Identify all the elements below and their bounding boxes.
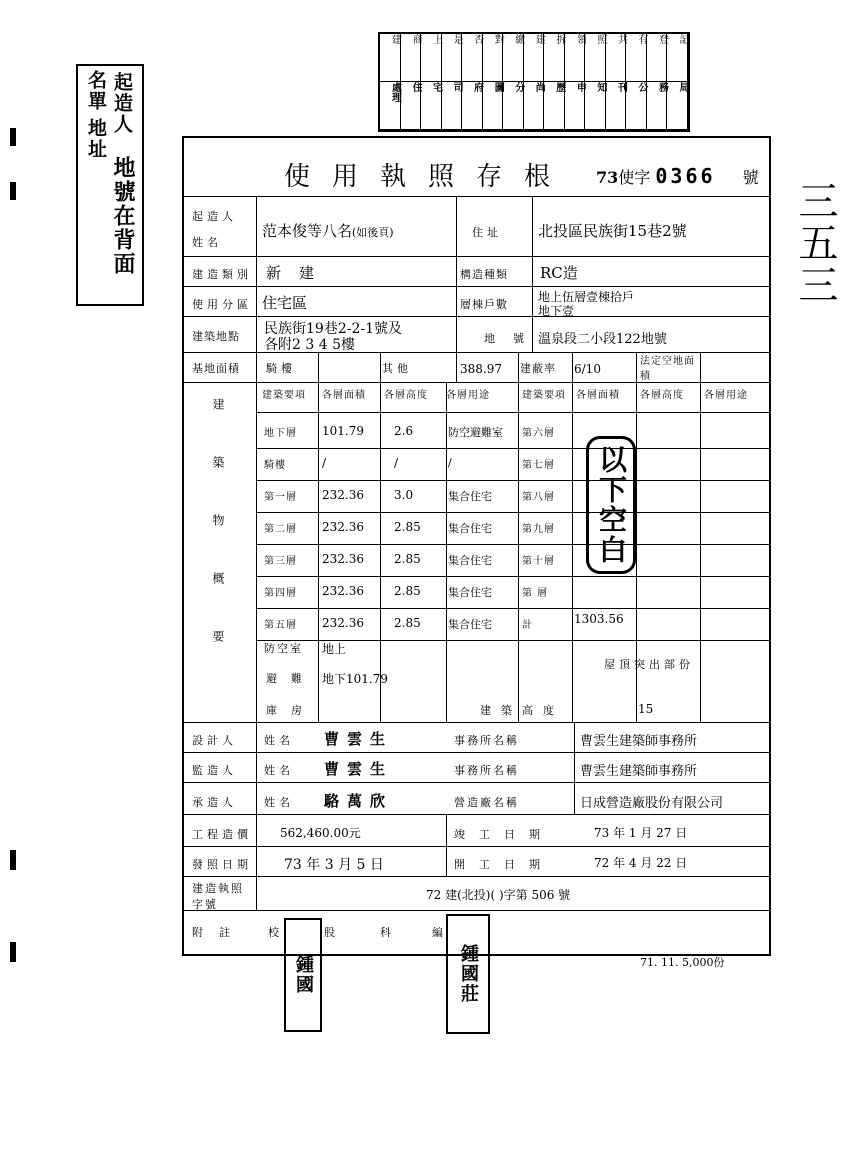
doc-prefix: 73 xyxy=(596,168,619,187)
height-label: 建築高度 xyxy=(480,704,564,717)
owner-name: 范本俊等八名(如後頁) xyxy=(262,222,394,240)
rule xyxy=(184,286,769,287)
stamp-left xyxy=(76,64,144,306)
row-height: 2.6 xyxy=(394,424,414,438)
floors-value-2: 地下壹 xyxy=(538,304,575,318)
contractor-name: 駱萬欣 xyxy=(324,792,394,810)
stamp-top-cell: 記 xyxy=(667,34,688,82)
col-header: 各層用途 xyxy=(704,390,748,401)
owner-label-name: 姓名 xyxy=(192,236,222,249)
row-area: / xyxy=(322,456,327,470)
row-item2: 第 層 xyxy=(522,588,549,599)
build-type-label: 建造類別 xyxy=(192,268,252,281)
row-area: 232.36 xyxy=(322,552,364,566)
sign-label: 校 xyxy=(268,926,283,939)
rule xyxy=(184,782,769,783)
row-use: 防空避難室 xyxy=(448,426,503,439)
other-area-value: 388.97 xyxy=(460,362,502,376)
row-item2: 第九層 xyxy=(522,524,555,535)
floors-value-1: 地上伍層壹棟拾戶 xyxy=(538,290,635,304)
rule xyxy=(256,512,769,513)
company-label: 營造廠名稱 xyxy=(454,796,519,809)
contractor-company: 日成營造廠股份有限公司 xyxy=(580,796,724,811)
rule xyxy=(518,352,519,722)
stamp-top-cell: 商 xyxy=(401,34,422,82)
stamp-top-cell: 是 xyxy=(442,34,463,82)
stamp-top-cell: 有 xyxy=(626,34,647,82)
sign-label: 編 xyxy=(432,926,447,939)
open-space-label: 法定空地面積 xyxy=(640,356,695,382)
rule xyxy=(184,316,769,317)
rule xyxy=(318,352,319,722)
issue-date: 73 年 3 月 5 日 xyxy=(284,857,384,873)
footer-note: 71. 11. 5,000份 xyxy=(640,956,725,969)
col-header: 建築要項 xyxy=(262,390,306,401)
row-height: 2.85 xyxy=(394,520,421,534)
row-area: 232.36 xyxy=(322,616,364,630)
rule xyxy=(446,382,447,722)
name-label: 姓名 xyxy=(264,796,294,809)
area-label: 基地面積 xyxy=(192,362,240,375)
rule xyxy=(446,814,447,876)
stamp-top-cell: 上 xyxy=(421,34,442,82)
row-use: 集合住宅 xyxy=(448,522,492,535)
row-height: / xyxy=(394,456,399,470)
row-height: 3.0 xyxy=(394,488,414,502)
zoning-label: 使用分區 xyxy=(192,298,252,311)
lot-value: 溫泉段二小段122地號 xyxy=(538,332,667,347)
rule xyxy=(380,352,381,722)
permit-value: 72 建(北投)( )字第 506 號 xyxy=(426,888,571,902)
stamp-top-cell: 建 xyxy=(524,34,545,82)
stamp-top-cell: 登 xyxy=(647,34,668,82)
rule xyxy=(184,814,769,815)
col-header: 各層面積 xyxy=(322,390,366,401)
rule xyxy=(456,256,457,382)
other-label: 其他 xyxy=(382,362,412,375)
row-item2: 計 xyxy=(522,620,533,631)
civil-defense-label: 防空室 xyxy=(264,642,303,655)
stamp-top-cell: 歷 xyxy=(544,82,565,130)
supervisor-office: 曹雲生建築師事務所 xyxy=(580,764,698,779)
row-use: 集合住宅 xyxy=(448,618,492,631)
stamp-top-cell: 圖 xyxy=(483,82,504,130)
designer-label: 設計人 xyxy=(192,734,237,747)
row-item: 第四層 xyxy=(264,588,297,599)
approval-stamp: 鍾國莊 xyxy=(446,914,490,1034)
row-use: 集合住宅 xyxy=(448,586,492,599)
finish-label: 開工日期 xyxy=(454,858,554,871)
roof-label: 屋頂突出部份 xyxy=(604,658,694,671)
address-label: 住址 xyxy=(472,226,502,239)
rule xyxy=(572,352,573,722)
rule xyxy=(184,722,769,723)
blank-note: 以下空白 xyxy=(586,436,636,574)
designer-name: 曹雲生 xyxy=(324,730,394,748)
shelter-label: 避難 xyxy=(266,672,316,685)
rule xyxy=(184,910,769,911)
floors-label: 層棟戶數 xyxy=(460,298,508,311)
structure-value: RC造 xyxy=(540,264,578,282)
approval-stamp: 鍾國 xyxy=(284,918,322,1032)
stamp-top-cell: 對 xyxy=(483,34,504,82)
margin-mark xyxy=(10,128,16,146)
stamp-left-col1: 起造人 xyxy=(111,72,133,135)
rule xyxy=(184,752,769,753)
row-item: 第五層 xyxy=(264,620,297,631)
doc-number xyxy=(596,164,759,188)
stamp-top-cell: 刊 xyxy=(606,82,627,130)
cost-label: 工程造價 xyxy=(192,828,252,841)
stamp-top-cell: 繳 xyxy=(503,34,524,82)
margin-mark xyxy=(10,942,16,962)
stamp-left-col3: 地號在背面 xyxy=(110,156,136,276)
rule xyxy=(256,480,769,481)
designer-office: 曹雲生建築師事務所 xyxy=(580,734,698,749)
stamp-top-cell: 分 xyxy=(503,82,524,130)
office-label: 事務所名稱 xyxy=(454,764,519,777)
stamp-top-cell: 處理 xyxy=(380,82,401,130)
stamp-left-col1-prefix: 名單 xyxy=(85,70,107,112)
cost-value: 562,460.00元 xyxy=(280,826,361,840)
stamp-top-cell: 申 xyxy=(565,82,586,130)
doc-suffix: 號 xyxy=(742,168,759,187)
coverage-label: 建蔽率 xyxy=(520,362,556,375)
total-area: 1303.56 xyxy=(574,612,624,626)
shelter-value: 地下101.79 xyxy=(322,672,388,686)
rule xyxy=(184,846,769,847)
name-label: 姓名 xyxy=(264,764,294,777)
address-value: 北投區民族街15巷2號 xyxy=(538,222,687,240)
rule xyxy=(184,196,769,197)
start-label: 竣工日期 xyxy=(454,828,554,841)
stamp-top-cell: 共 xyxy=(606,34,627,82)
col-header: 建築要項 xyxy=(522,390,566,401)
row-use: / xyxy=(448,456,452,469)
row-use: 集合住宅 xyxy=(448,490,492,503)
rule xyxy=(184,382,769,383)
rule xyxy=(256,448,769,449)
stamp-top-cell: 領 xyxy=(565,34,586,82)
build-type-value: 新建 xyxy=(266,264,333,282)
rule xyxy=(256,412,769,413)
row-item2: 第七層 xyxy=(522,460,555,471)
row-item: 第一層 xyxy=(264,492,297,503)
row-item2: 第六層 xyxy=(522,428,555,439)
row-item: 地下層 xyxy=(264,428,297,439)
rule xyxy=(532,196,533,256)
stamp-top-cell: 拆 xyxy=(544,34,565,82)
row-height: 2.85 xyxy=(394,552,421,566)
row-item2: 第十層 xyxy=(522,556,555,567)
stamp-top-cell: 住 xyxy=(401,82,422,130)
margin-mark xyxy=(10,182,16,200)
height-value: 15 xyxy=(638,702,654,716)
lot-label: 地號 xyxy=(484,332,542,345)
doc-number-value: 0366 xyxy=(655,164,716,188)
col-header: 各層高度 xyxy=(384,390,428,401)
margin-mark xyxy=(10,850,16,870)
row-use: 集合住宅 xyxy=(448,554,492,567)
stamp-top-cell: 局 xyxy=(667,82,688,130)
sign-label: 科 xyxy=(380,926,395,939)
form-title: 使用執照存根 xyxy=(284,162,573,192)
supervisor-name: 曹雲生 xyxy=(324,760,394,778)
col-header: 各層用途 xyxy=(446,390,490,401)
issue-label: 發照日期 xyxy=(192,858,252,871)
stamp-top-cell: 建 xyxy=(380,34,401,82)
stamp-top-cell: 否 xyxy=(462,34,483,82)
col-header: 各層高度 xyxy=(640,390,684,401)
row-height: 2.85 xyxy=(394,616,421,630)
rule xyxy=(184,876,769,877)
civil-defense-value: 地上 xyxy=(322,642,347,656)
name-label: 姓名 xyxy=(264,734,294,747)
row-area: 101.79 xyxy=(322,424,364,438)
rule xyxy=(456,196,457,256)
building-section-label: 建築物概要 xyxy=(211,398,225,688)
supervisor-label: 監造人 xyxy=(192,764,237,777)
permit-label: 建造執照字號 xyxy=(192,882,244,911)
sign-label: 股 xyxy=(324,926,339,939)
stamp-top xyxy=(378,32,690,132)
rule xyxy=(256,196,257,910)
stamp-top-cell: 府 xyxy=(462,82,483,130)
structure-label: 構造種類 xyxy=(460,268,508,281)
col-header: 各層面積 xyxy=(576,390,620,401)
site-value-2: 各附2 3 4 5樓 xyxy=(264,337,355,353)
stamp-top-cell: 照 xyxy=(585,34,606,82)
site-value-1: 民族街19巷2-2-1號及 xyxy=(264,321,402,337)
finish-date: 72 年 4 月 22 日 xyxy=(594,856,688,870)
rule xyxy=(256,576,769,577)
rule xyxy=(574,722,575,814)
stamp-left-col2: 地址 xyxy=(85,118,107,160)
garage-label: 庫房 xyxy=(266,704,316,717)
rule xyxy=(256,544,769,545)
row-area: 232.36 xyxy=(322,520,364,534)
arcade-label: 騎樓 xyxy=(266,362,296,375)
contractor-label: 承造人 xyxy=(192,796,237,809)
row-item: 騎樓 xyxy=(264,460,286,471)
row-height: 2.85 xyxy=(394,584,421,598)
stamp-top-cell: 務 xyxy=(647,82,668,130)
rule xyxy=(184,256,769,257)
remark-label: 附註 xyxy=(192,926,246,939)
start-date: 73 年 1 月 27 日 xyxy=(594,826,688,840)
doc-mid: 使字 xyxy=(618,168,651,187)
rule xyxy=(700,352,701,722)
rule xyxy=(256,608,769,609)
row-item: 第二層 xyxy=(264,524,297,535)
site-label: 建築地點 xyxy=(192,330,240,343)
row-item: 第三層 xyxy=(264,556,297,567)
stamp-top-cell: 知 xyxy=(585,82,606,130)
stamp-top-cell: 宅 xyxy=(421,82,442,130)
row-item2: 第八層 xyxy=(522,492,555,503)
coverage-value: 6/10 xyxy=(574,362,601,376)
stamp-top-cell: 尚 xyxy=(524,82,545,130)
office-label: 事務所名稱 xyxy=(454,734,519,747)
row-area: 232.36 xyxy=(322,488,364,502)
stamp-top-cell: 公 xyxy=(626,82,647,130)
row-area: 232.36 xyxy=(322,584,364,598)
side-text: 三五三 xyxy=(792,180,838,306)
stamp-top-cell: 司 xyxy=(442,82,463,130)
zoning-value: 住宅區 xyxy=(262,294,308,312)
owner-label: 起造人 xyxy=(192,210,237,223)
